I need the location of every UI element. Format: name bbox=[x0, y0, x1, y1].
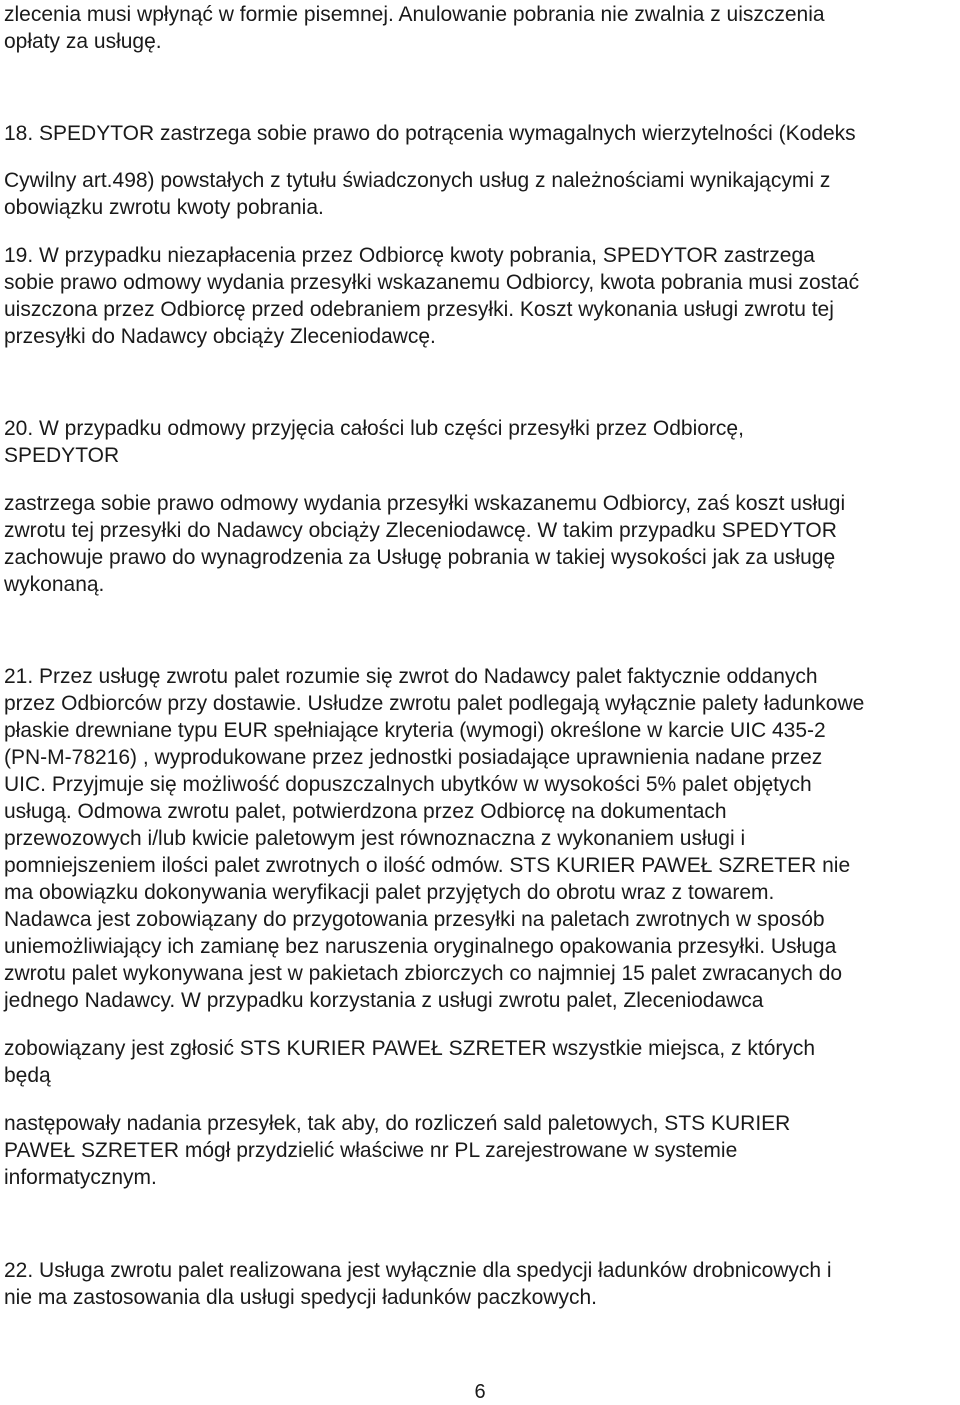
text-line: Cywilny art.498) powstałych z tytułu świadczonych usług z należnościami wynikającymi z bbox=[4, 169, 831, 192]
page-number: 6 bbox=[474, 1381, 486, 1403]
text-line: 21. Przez usługę zwrotu palet rozumie się zwrot do Nadawcy palet faktycznie oddanych bbox=[4, 665, 818, 688]
text-line: następowały nadania przesyłek, tak aby, do rozliczeń sald paletowych, STS KURIER bbox=[4, 1112, 791, 1135]
text-line: zwrotu palet wykonywana jest w pakietach zbiorczych co najmniej 15 palet zwracanych do bbox=[4, 962, 843, 985]
text-line: Nadawca jest zobowiązany do przygotowania przesyłki na paletach zwrotnych w sposób bbox=[4, 908, 825, 931]
text-line: wykonaną. bbox=[4, 573, 105, 596]
text-line: zachowuje prawo do wynagrodzenia za Usługę pobrania w takiej wysokości jak za usługę bbox=[4, 546, 836, 569]
text-line: zwrotu tej przesyłki do Nadawcy obciąży Zleceniodawcę. W takim przypadku SPEDYTOR bbox=[4, 519, 837, 542]
text-line: nie ma zastosowania dla usługi spedycji ładunków paczkowych. bbox=[4, 1286, 597, 1309]
text-line: (PN-M-78216) , wyprodukowane przez jednostki posiadające uprawnienia nadane przez bbox=[4, 746, 823, 769]
text-line: usługą. Odmowa zwrotu palet, potwierdzona przez Odbiorcę na dokumentach bbox=[4, 800, 727, 823]
text-line: jednego Nadawcy. W przypadku korzystania z usługi zwrotu palet, Zleceniodawca bbox=[4, 989, 764, 1012]
text-line: zastrzega sobie prawo odmowy wydania przesyłki wskazanemu Odbiorcy, zaś koszt usługi bbox=[4, 492, 846, 515]
text-line: zobowiązany jest zgłosić STS KURIER PAWEŁ SZRETER wszystkie miejsca, z których bbox=[4, 1037, 816, 1060]
text-line: uniemożliwiający ich zamianę bez naruszenia oryginalnego opakowania przesyłki. Usługa bbox=[4, 935, 837, 958]
text-line: informatycznym. bbox=[4, 1166, 157, 1189]
text-line: UIC. Przyjmuje się możliwość dopuszczalnych ubytków w wysokości 5% palet objętych bbox=[4, 773, 812, 796]
text-line: będą bbox=[4, 1064, 51, 1087]
text-line: PAWEŁ SZRETER mógł przydzielić właściwe nr PL zarejestrowane w systemie bbox=[4, 1139, 738, 1162]
text-line: sobie prawo odmowy wydania przesyłki wskazanemu Odbiorcy, kwota pobrania musi zostać bbox=[4, 271, 860, 294]
text-line: zlecenia musi wpłynąć w formie pisemnej. Anulowanie pobrania nie zwalnia z uiszczenia bbox=[4, 3, 825, 26]
text-line: obowiązku zwrotu kwoty pobrania. bbox=[4, 196, 324, 219]
text-line: opłaty za usługę. bbox=[4, 30, 162, 53]
text-line: płaskie drewniane typu EUR spełniające kryteria (wymogi) określone w karcie UIC 435-2 bbox=[4, 719, 826, 742]
text-line: 19. W przypadku niezapłacenia przez Odbiorcę kwoty pobrania, SPEDYTOR zastrzega bbox=[4, 244, 815, 267]
text-line: ma obowiązku dokonywania weryfikacji palet przyjętych do obrotu wraz z towarem. bbox=[4, 881, 775, 904]
text-line: uiszczona przez Odbiorcę przed odebraniem przesyłki. Koszt wykonania usługi zwrotu tej bbox=[4, 298, 834, 321]
text-line: SPEDYTOR bbox=[4, 444, 120, 467]
text-line: przez Odbiorców przy dostawie. Usłudze zwrotu palet podlegają wyłącznie palety ładunkowe bbox=[4, 692, 865, 715]
text-line: przewozowych i/lub kwicie paletowym jest równoznaczna z wykonaniem usługi i bbox=[4, 827, 746, 850]
text-line: 18. SPEDYTOR zastrzega sobie prawo do potrącenia wymagalnych wierzytelności (Kodeks bbox=[4, 122, 856, 145]
text-line: przesyłki do Nadawcy obciąży Zleceniodawcę. bbox=[4, 325, 436, 348]
text-line: 22. Usługa zwrotu palet realizowana jest wyłącznie dla spedycji ładunków drobnicowych i bbox=[4, 1259, 832, 1282]
text-line: 20. W przypadku odmowy przyjęcia całości lub części przesyłki przez Odbiorcę, bbox=[4, 417, 744, 440]
text-line: pomniejszeniem ilości palet zwrotnych o ilość odmów. STS KURIER PAWEŁ SZRETER nie bbox=[4, 854, 851, 877]
